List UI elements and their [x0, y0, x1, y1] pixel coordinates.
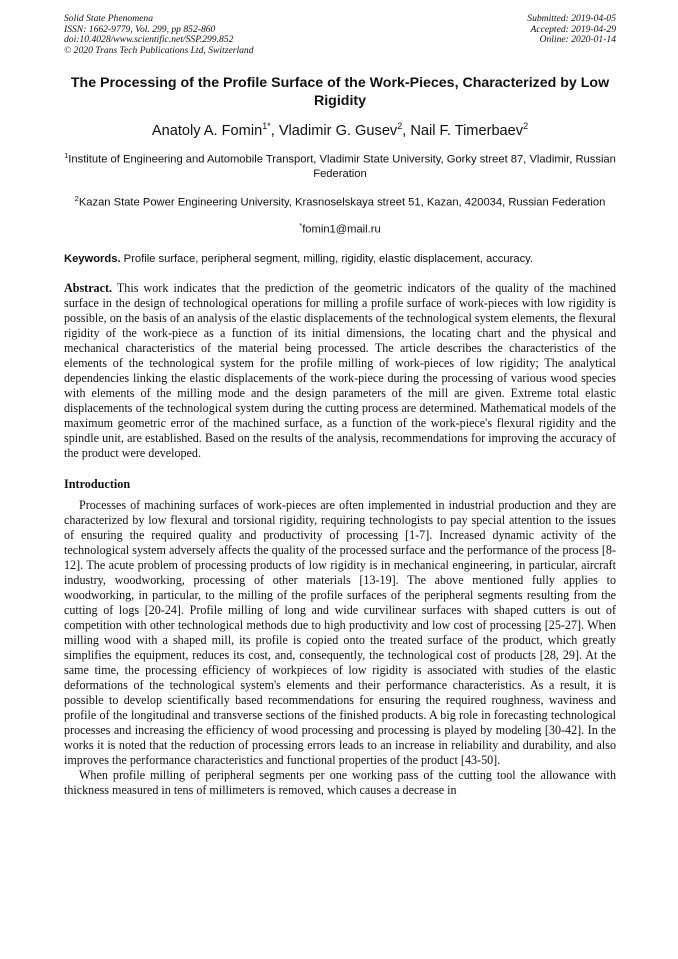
keywords-text: Profile surface, peripheral segment, milling, rigidity, elastic displacement, accuracy.	[120, 252, 534, 265]
author-list	[64, 117, 616, 140]
author-name: Anatoly A. Fomin	[151, 123, 263, 140]
journal-issn: ISSN: 1662-9779, Vol. 299, pp 852-860	[64, 23, 216, 35]
online-date: Online: 2020-01-14	[539, 34, 616, 46]
author-separator: ,	[270, 123, 279, 140]
corresponding-email	[64, 219, 616, 237]
affiliation-text: Institute of Engineering and Automobile Transport, Vladimir State University, Gorky street 87, Vladimir, Russian Federation	[68, 153, 616, 181]
author-name: Nail F. Timerbaev	[410, 123, 524, 140]
keywords	[64, 252, 616, 266]
paper-title: The Processing of the Profile Surface of the Work-Pieces, Characterized by Low Rigidity	[70, 75, 610, 109]
journal-header	[64, 14, 616, 56]
journal-name: Solid State Phenomena	[64, 13, 153, 24]
journal-copyright: © 2020 Trans Tech Publications Ltd, Switzerland	[64, 44, 254, 56]
section-heading-introduction: Introduction	[64, 476, 131, 491]
journal-doi: doi:10.4028/www.scientific.net/SSP.299.852	[64, 34, 234, 46]
abstract-text: This work indicates that the prediction of the geometric indicators of the quality of the machined surface in the design of technological operations for milling a profile surface of work-pieces with low rigidity is possible, on the basis of an analysis of the elastic displacements of the technological system elements, the flexural rigidity of the work-piece as a function of its initial dimensions, the locating chart and the physical and mechanical characteristics of the material being processed. The article describes the characteristics of the elements of the technological system for the profile milling of work-pieces of low rigidity; The analytical dependencies linking the elastic displacements of the work-piece during the processing of various wood species with elements of the milling mode and the design parameters of the mill are given. Extreme total elastic displacements of the technological system during the cutting process are determined. Mathematical models of the maximum geometric error of the machined surface, as a function of the work-piece's flexural rigidity and the spindle unit, are established. Based on the results of the analysis, recommendations for improving the accuracy of the product were developed.	[64, 280, 616, 461]
author-affil-mark: 1*	[262, 121, 271, 132]
accepted-date: Accepted: 2019-04-29	[530, 23, 616, 35]
keywords-label: Keywords.	[64, 252, 121, 265]
affiliation-text: Kazan State Power Engineering University, Krasnoselskaya street 51, Kazan, 420034, Russian Federation	[78, 196, 606, 209]
affiliation-mark: 1	[64, 151, 69, 161]
body-paragraph: Processes of machining surfaces of work-pieces are often implemented in industrial production and they are characterized by low flexural and torsional rigidity, requiring technologists to pay special attention to the issues of ensuring the required quality and productivity of processing [1-7]. Increased dynamic activity of the technological system adversely affects the quality of the processed surface and the performance of the process [8-12]. The acute problem of processing products of low rigidity is in mechanical engineering, in particular, aircraft industry, woodworking, processing of other materials [13-19]. The above mentioned fully applies to woodworking, in particular, to the milling of the profile surfaces of the peripheral segments resulting from the cutting of logs [20-24]. Profile milling of long and wide curvilinear surfaces with shaped cutters is out of competition with other technological methods due to high productivity and low cost of processing [25-27]. When milling wood with a shaped mill, its profile is copied onto the treated surface of the product, which greatly simplifies the equipment, reduces its cost, and, consequently, the technological cost of products [28, 29]. At the same time, the processing efficiency of workpieces of low rigidity is associated with studies of the elastic deformations of the technological system's elements and their performance characteristics. As a result, it is possible to develop scientifically based recommendations for ensuring the required roughness, waviness and profile of the longitudinal and transverse sections of the finished products. A big role in forecasting technological processes and increasing the efficiency of wood processing and processing is played by modeling [30-42]. In the works it is noted that the reduction of processing errors leads to an increase in reliability and durability, and also improves the performance characteristics and functional properties of the product [43-50].	[64, 497, 616, 768]
email-address: fomin1@mail.ru	[302, 223, 381, 236]
affiliation-1	[64, 149, 616, 182]
affiliation-mark: 2	[74, 193, 79, 203]
submission-dates	[527, 14, 616, 56]
body-paragraph: When profile milling of peripheral segments per one working pass of the cutting tool the allowance with thickness measured in tens of millimeters is removed, which causes a decrease in	[64, 768, 616, 798]
abstract-label: Abstract.	[64, 280, 113, 295]
author-separator: ,	[402, 123, 411, 140]
paper-page	[64, 14, 616, 798]
author-affil-mark: 2	[523, 121, 529, 132]
author-affil-mark: 2	[397, 121, 403, 132]
affiliation-2	[64, 192, 616, 210]
submitted-date: Submitted: 2019-04-05	[527, 13, 616, 24]
author-name: Vladimir G. Gusev	[278, 123, 398, 140]
email-mark: *	[299, 221, 303, 231]
abstract	[64, 281, 616, 462]
journal-info	[64, 14, 254, 56]
